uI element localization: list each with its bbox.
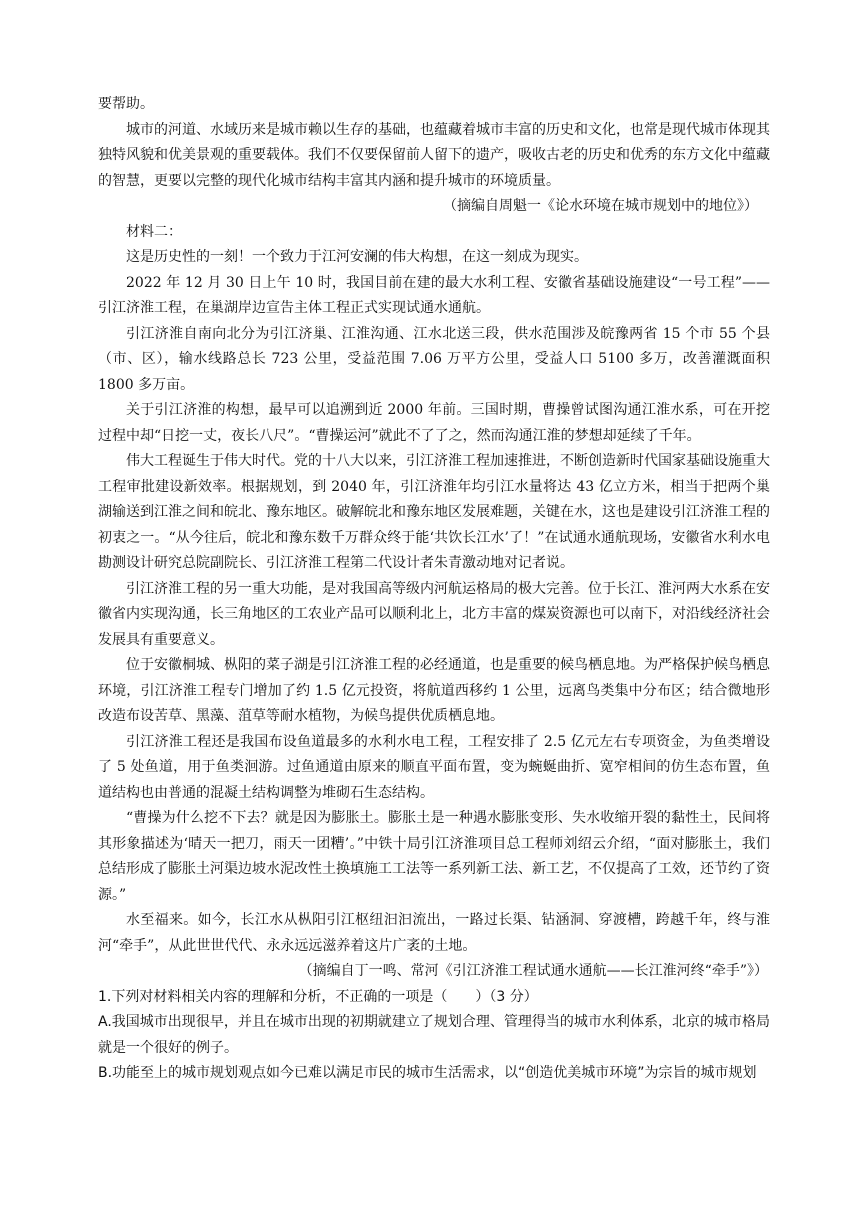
material2-paragraph-1: 这是历史性的一刻！一个致力于江河安澜的伟大构想，在这一刻成为现实。 bbox=[126, 249, 588, 265]
material2-paragraph-9: “曹操为什么挖不下去？就是因为膨胀土。膨胀土是一种遇水膨胀变形、失水收缩开裂的黏性土，民间将其形象描述为‘晴天一把刀，雨天一团糟’。”中铁十局引江济淮项目总工程师刘绍云介绍，“面对膨胀土，我们总结形成了膨胀土河渠边坡水泥改性土换填施工工法等一系列新工法、新工艺，不仅提高了工效，还节约了资源。” bbox=[98, 810, 770, 903]
material1-paragraph-rivers: 城市的河道、水域历来是城市赖以生存的基础，也蕴藏着城市丰富的历史和文化，也常是现代城市体现其独特风貌和优美景观的重要载体。我们不仅要保留前人留下的遗产，吸收古老的历史和优秀的东方文化中蕴藏的智慧，更要以完整的现代化城市结构丰富其内涵和提升城市的环境质量。 bbox=[98, 121, 770, 189]
question-1-option-b: B.功能至上的城市规划观点如今已难以满足市民的城市生活需求，以“创造优美城市环境”为宗旨的城市规划 bbox=[98, 1065, 757, 1081]
material2-paragraph-4: 关于引江济淮的构想，最早可以追溯到近 2000 年前。三国时期，曹操曾试图沟通江淮水系，可在开挖过程中却“日挖一丈，夜长八尺”。“曹操运河”就此不了了之，然而沟通江淮的梦想却延续了千年。 bbox=[98, 402, 770, 444]
material2-heading: 材料二： bbox=[126, 223, 182, 240]
material2-paragraph-7: 位于安徽桐城、枞阳的菜子湖是引江济淮工程的必经通道，也是重要的候鸟栖息地。为严格保护候鸟栖息环境，引江济淮工程专门增加了约 1.5 亿元投资，将航道西移约 1 公里，远离鸟类集中分布区；结合微地形改造布设苦草、黑藻、菹草等耐水植物，为候鸟提供优质栖息地。 bbox=[98, 657, 770, 724]
material1-source: （摘编自周魁一《论水环境在城市规划中的地位》） bbox=[443, 198, 758, 214]
material2-paragraph-3: 引江济淮自南向北分为引江济巢、江淮沟通、江水北送三段，供水范围涉及皖豫两省 15 个市 55 个县（市、区），输水线路总长 723 公里，受益范围 7.06 万平方公里，受益人口 5100 多万，改善灌溉面积 1800 多万亩。 bbox=[98, 325, 770, 393]
material1-paragraph-continued: 要帮助。 bbox=[98, 96, 154, 112]
material2-paragraph-8: 引江济淮工程还是我国布设鱼道最多的水利水电工程，工程安排了 2.5 亿元左右专项资金，为鱼类增设了 5 处鱼道，用于鱼类洄游。过鱼通道由原来的顺直平面布置，变为蜿蜒曲折、宽窄相间的仿生态布置，鱼道结构也由普通的混凝土结构调整为堆砌石生态结构。 bbox=[98, 733, 770, 801]
document-page bbox=[98, 92, 770, 1087]
material2-paragraph-10: 水至福来。如今，长江水从枞阳引江枢纽汩汩流出，一路过长渠、钻涵洞、穿渡槽，跨越千年，终与淮河“牵手”，从此世世代代、永永远远滋养着这片广袤的土地。 bbox=[98, 912, 770, 954]
question-1-option-a: A.我国城市出现很早，并且在城市出现的初期就建立了规划合理、管理得当的城市水利体系，北京的城市格局就是一个很好的例子。 bbox=[98, 1014, 770, 1056]
question-1-stem: 1.下列对材料相关内容的理解和分析，不正确的一项是（ ）（3 分） bbox=[98, 988, 538, 1005]
material2-paragraph-6: 引江济淮工程的另一重大功能，是对我国高等级内河航运格局的极大完善。位于长江、淮河两大水系在安徽省内实现沟通，长三角地区的工农业产品可以顺利北上，北方丰富的煤炭资源也可以南下，对沿线经济社会发展具有重要意义。 bbox=[98, 580, 770, 648]
material2-source: （摘编自丁一鸣、常河《引江济淮工程试通水通航——长江淮河终“牵手”》） bbox=[298, 963, 768, 979]
material2-paragraph-5: 伟大工程诞生于伟大时代。党的十八大以来，引江济淮工程加速推进，不断创造新时代国家基础设施重大工程审批建设新效率。根据规划，到 2040 年，引江济淮年均引江水量将达 43 亿立方米，相当于把两个巢湖输送到江淮之间和皖北、豫东地区。破解皖北和豫东地区发展难题，关键在水，这也是建设引江济淮工程的初衷之一。“从今往后，皖北和豫东数千万群众终于能‘共饮长江水’了！”在试通水通航现场，安徽省水利水电勘测设计研究总院副院长、引江济淮工程第二代设计者朱青激动地对记者说。 bbox=[98, 453, 770, 571]
material2-paragraph-2: 2022 年 12 月 30 日上午 10 时，我国目前在建的最大水利工程、安徽省基础设施建设“一号工程”——引江济淮工程，在巢湖岸边宣告主体工程正式实现试通水通航。 bbox=[98, 274, 770, 316]
